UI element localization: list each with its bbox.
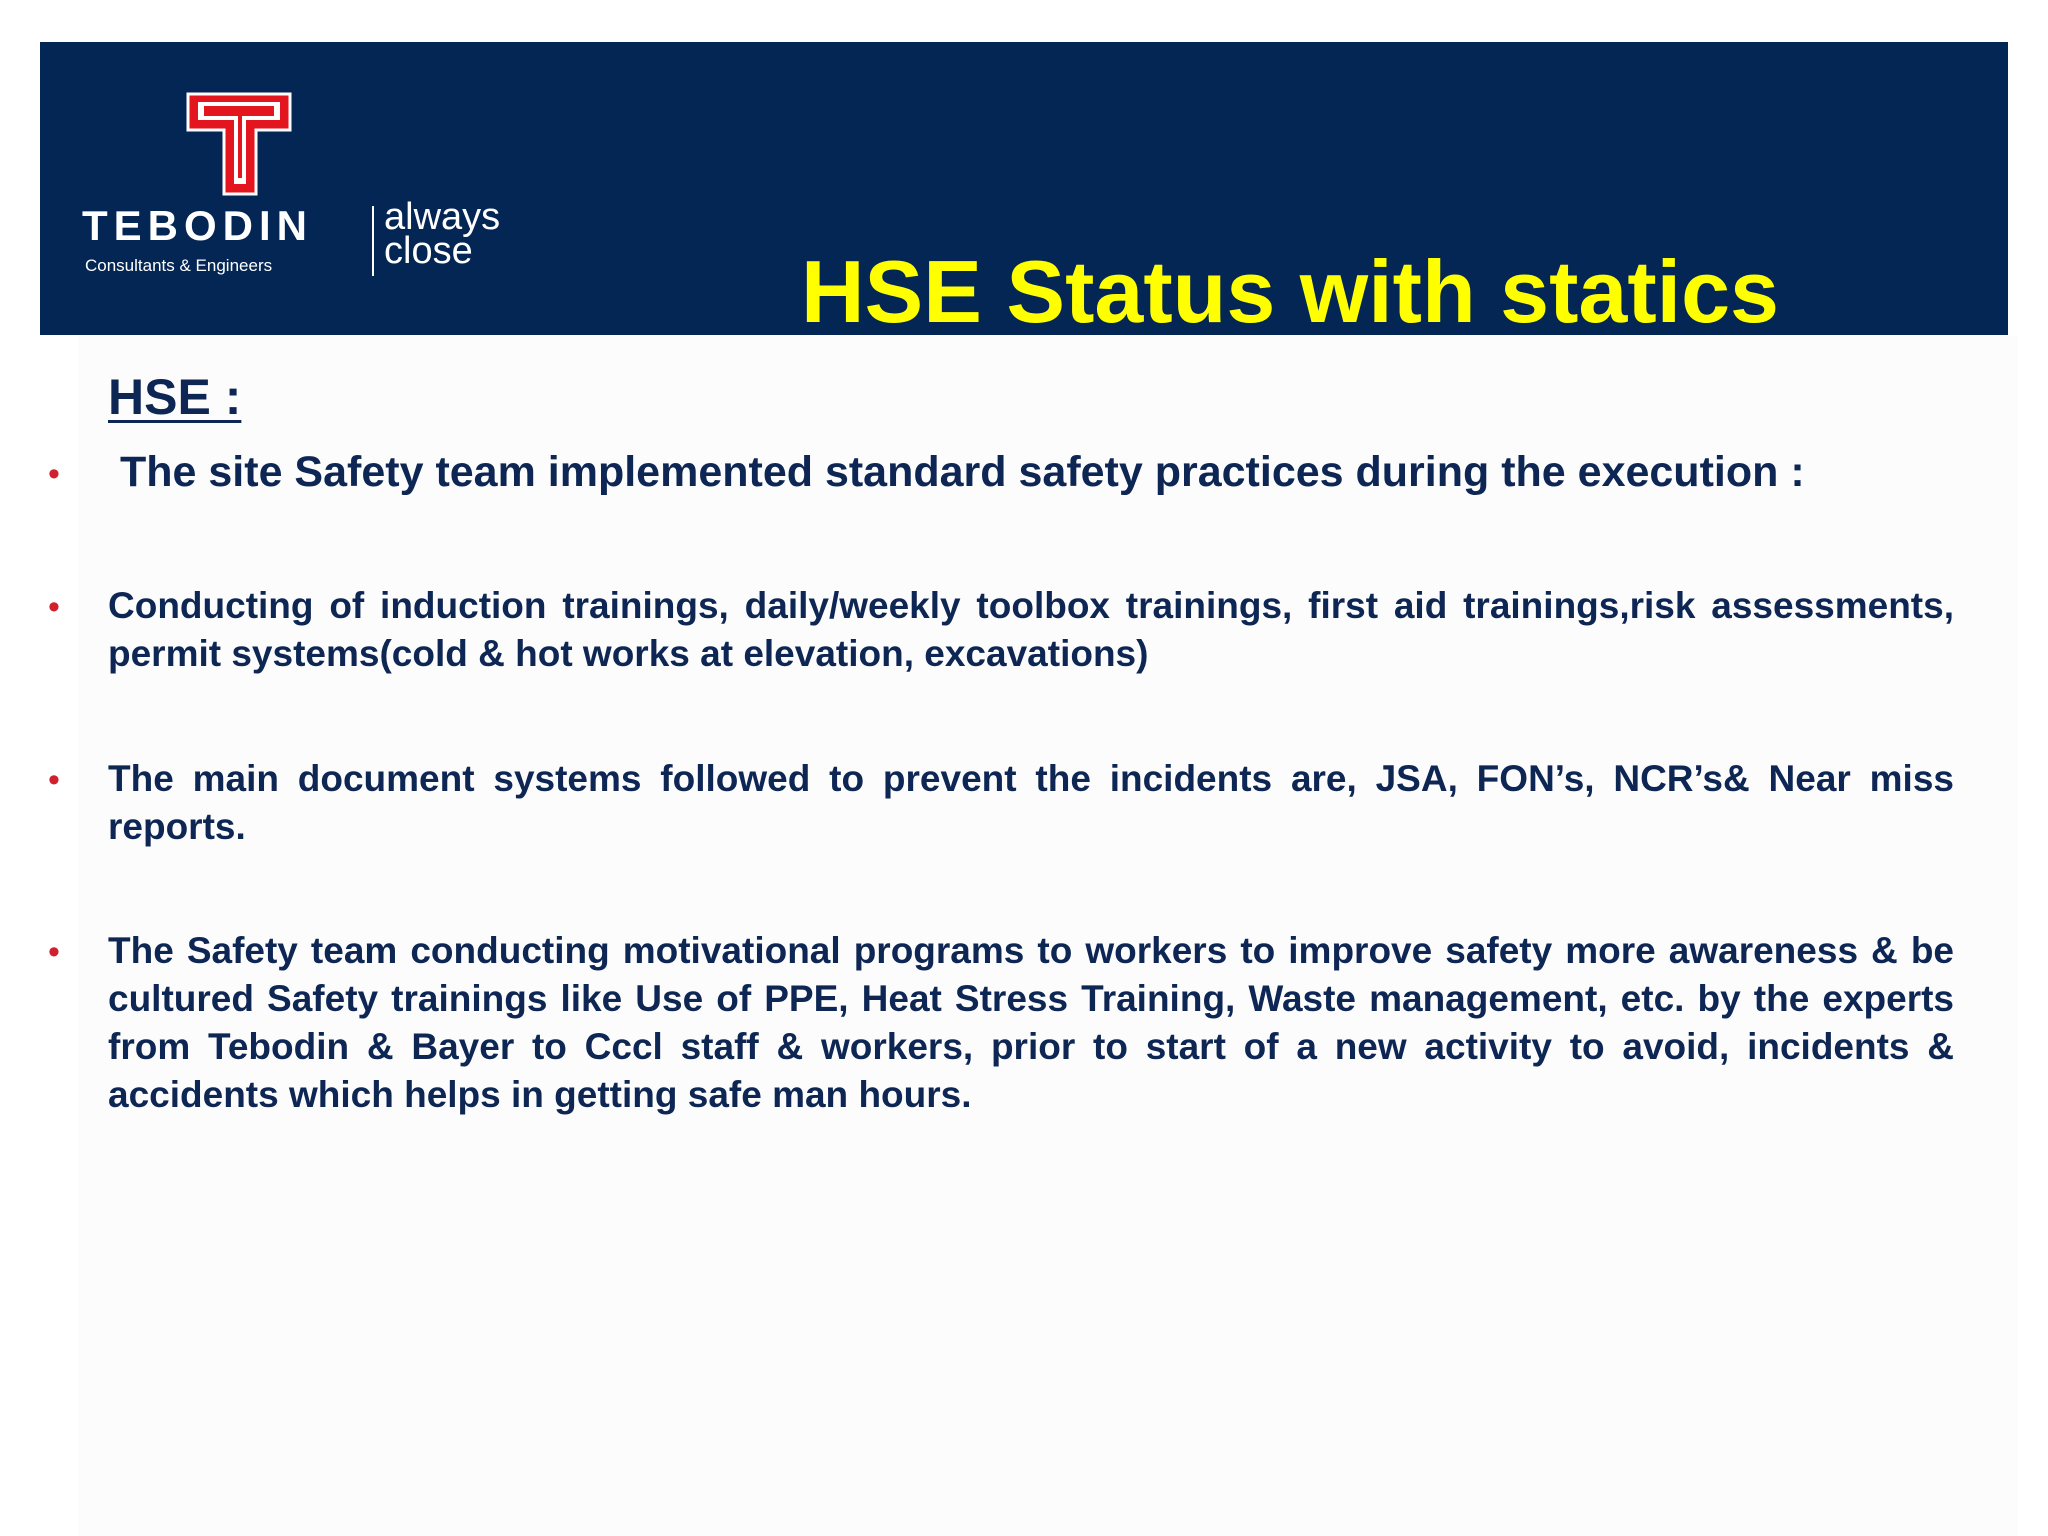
tebodin-t-logo-icon [184,90,294,198]
bullet-marker: • [48,588,60,626]
logo-wordmark: TEBODIN [82,202,313,249]
tebodin-logo [82,90,502,290]
slide-title: HSE Status with statics [800,242,1779,341]
bullet-item: The Safety team conducting motivational programs to workers to improve safety more awareness & be cultured Safety trainings like Use of PPE, Heat Stress Training, Waste management, etc. by the experts from Tebodin & Bayer to Cccl staff & workers, prior to start of a new activity to avoid, incidents & accidents which helps in getting safe man hours. [108,930,1954,1115]
logo-tagline-line1: always [384,196,501,238]
bullet-item: The main document systems followed to prevent the incidents are, JSA, FON’s, NCR’s& Near miss reports. [108,758,1954,847]
section-heading: HSE : [108,369,242,425]
bullet-item: Conducting of induction trainings, daily/weekly toolbox trainings, first aid trainings,risk assessments, permit systems(cold & hot works at elevation, excavations) [108,585,1954,674]
logo-divider [372,206,374,276]
bullet-marker: • [48,933,60,971]
logo-tagline [384,196,501,272]
slide-header-banner [40,42,2008,341]
logo-tagline-line2: close [384,230,473,272]
logo-subtitle: Consultants & Engineers [85,256,273,275]
bullet-item: The site Safety team implemented standard safety practices during the execution : [120,448,1805,496]
bullet-marker: • [48,761,60,799]
bullet-marker: • [48,455,60,493]
